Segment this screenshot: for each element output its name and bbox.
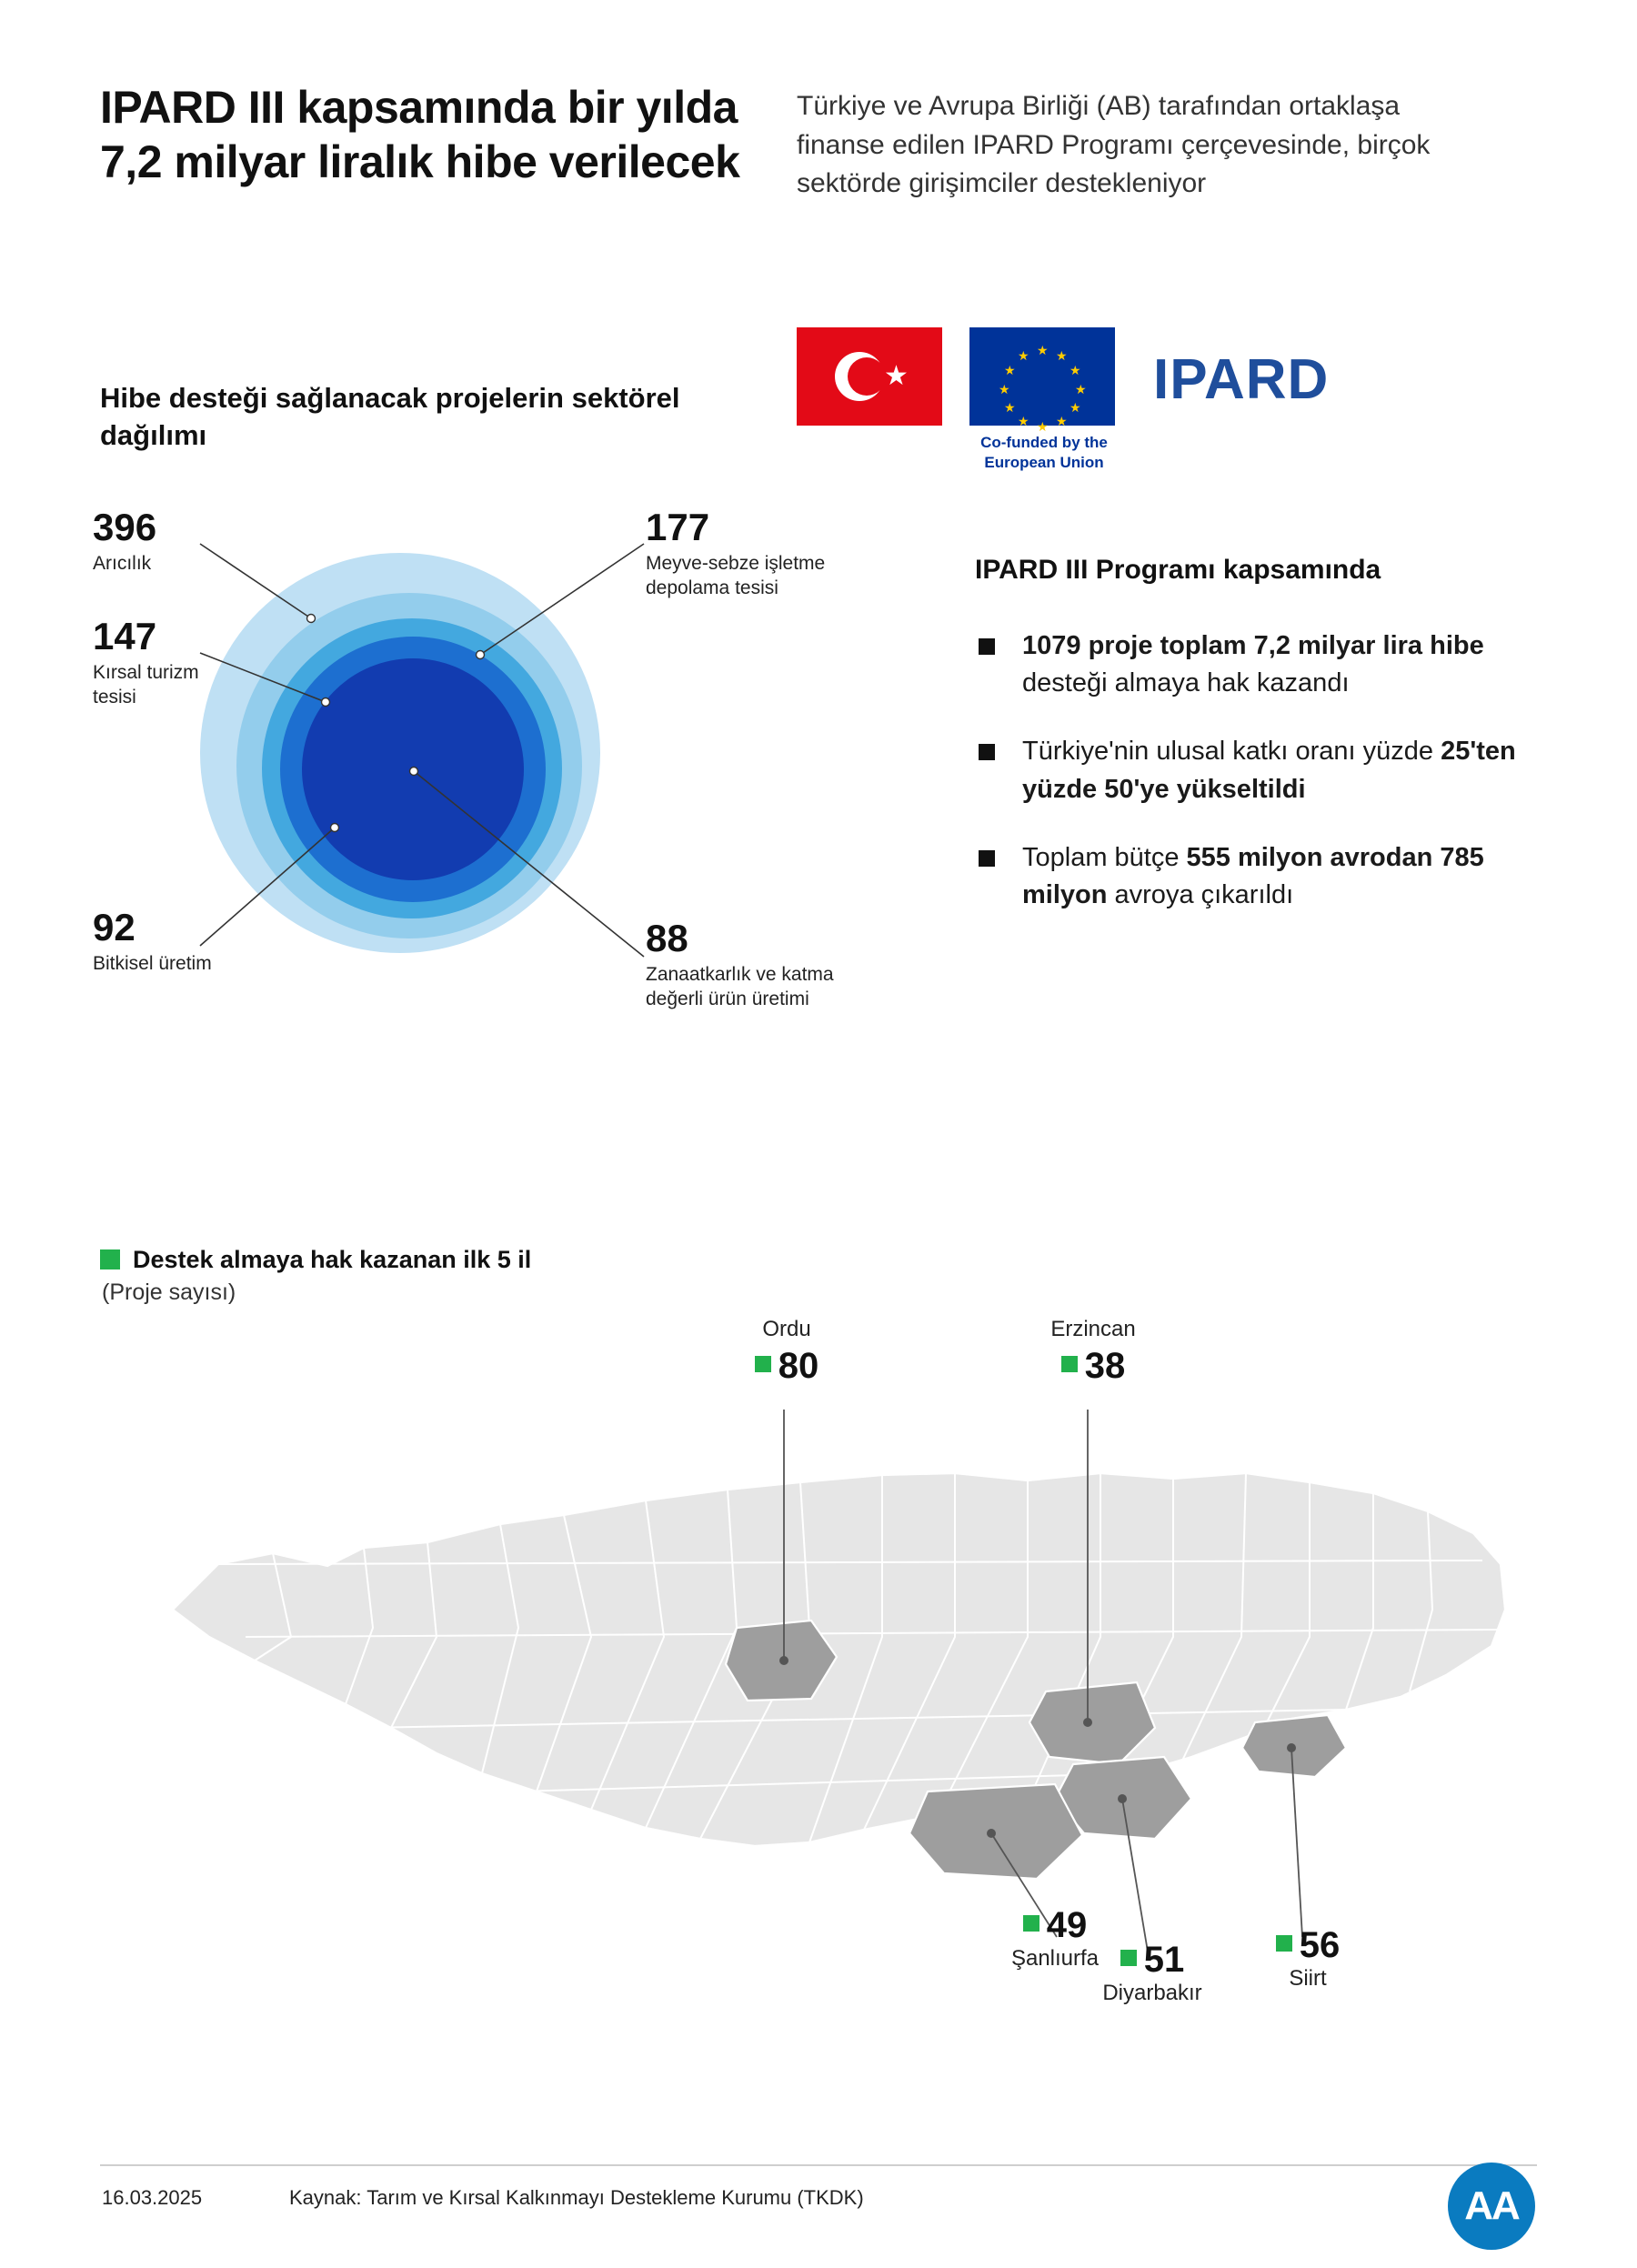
map-marker-icon: [1276, 1935, 1292, 1952]
bullet-square-icon: [979, 850, 995, 867]
bubble-value: 147: [93, 615, 157, 657]
bubble-value: 396: [93, 506, 157, 548]
cofunded-label: Co-funded by the European Union: [980, 434, 1108, 472]
map-city-value: 56: [1299, 1925, 1341, 1965]
map-city-name: Siirt: [1289, 1966, 1327, 1991]
legend-title: Destek almaya hak kazanan ilk 5 il: [133, 1246, 532, 1273]
bubble-label-kirsal-turizm: [93, 617, 247, 710]
bullet-strong: 1079 proje toplam 7,2 milyar lira hibe: [1022, 631, 1484, 660]
logo-block: [797, 327, 1470, 491]
map-legend: [100, 1246, 919, 1306]
bullet-square-icon: [979, 638, 995, 655]
bubble-value: 88: [646, 917, 688, 959]
bullet-strong: 25'ten yüzde 50'ye yükseltildi: [1022, 737, 1516, 804]
bubble-label-bitkisel-uretim: [93, 908, 247, 976]
european-union-flag-icon: ★ ★ ★ ★ ★ ★ ★ ★ ★ ★ ★ ★: [969, 327, 1115, 426]
bubble-caption: Zanaatkarlık ve katma değerli ürün üretimi: [646, 964, 834, 1010]
bubble-value: 92: [93, 906, 136, 948]
map-city-value: 49: [1046, 1905, 1088, 1945]
province-sanliurfa: [909, 1784, 1082, 1879]
bullet-item: [975, 839, 1557, 914]
anadolu-agency-logo: AA: [1448, 2163, 1535, 2250]
bubble-caption: Meyve-sebze işletme depolama tesisi: [646, 553, 826, 599]
turkey-map: [136, 1317, 1537, 2082]
ipard-logo-text: IPARD: [1153, 348, 1330, 411]
page-subtitle: Türkiye ve Avrupa Birliği (AB) tarafından ortaklaşa finanse edilen IPARD Programı çerçevesinde, birçok sektörde girişimciler destekleniyor: [797, 91, 1431, 199]
bullet-pre: Toplam bütçe: [1022, 842, 1187, 872]
map-label-sanliurfa: [955, 1906, 1155, 1972]
footer-divider: [100, 2164, 1537, 2166]
bullet-strong: 555 milyon avrodan 785 milyon: [1022, 842, 1484, 909]
bubble-chart: [93, 506, 937, 1164]
bubble-caption: Arıcılık: [93, 553, 152, 575]
sector-section-title: Hibe desteği sağlanacak projelerin sektörel dağılımı: [100, 382, 680, 451]
map-label-ordu: [700, 1317, 873, 1385]
legend-subtitle: (Proje sayısı): [102, 1280, 236, 1305]
footer-source: Kaynak: Tarım ve Kırsal Kalkınmayı Destekleme Kurumu (TKDK): [289, 2186, 864, 2209]
map-city-name: Şanlıurfa: [1010, 1946, 1100, 1971]
map-marker-icon: [1061, 1356, 1078, 1372]
map-city-value: 38: [1084, 1345, 1126, 1386]
bullet-pre: Türkiye'nin ulusal katkı oranı yüzde: [1022, 737, 1441, 767]
bullet-item: [975, 627, 1557, 702]
right-panel-title: IPARD III Programı kapsamında: [975, 555, 1381, 585]
bullet-post: desteği almaya hak kazandı: [1022, 668, 1350, 698]
bubble-value: 177: [646, 506, 710, 548]
bubble-label-meyve-sebze: [646, 507, 855, 601]
bullet-item: [975, 733, 1557, 808]
leader-lines: [100, 506, 937, 1164]
bullet-square-icon: [979, 744, 995, 760]
map-city-name: Erzincan: [1050, 1317, 1136, 1341]
bubble-label-zanaatkarlik: [646, 918, 855, 1012]
right-panel-bullets: [975, 627, 1557, 945]
map-label-erzincan: [1002, 1317, 1184, 1385]
page-title: IPARD III kapsamında bir yılda 7,2 milyar liralık hibe verilecek: [100, 82, 740, 187]
legend-color-swatch: [100, 1249, 120, 1269]
map-city-value: 51: [1143, 1940, 1185, 1980]
map-city-value: 80: [778, 1345, 819, 1386]
turkey-map-svg: [136, 1337, 1537, 2028]
turkey-flag-icon: ★: [797, 327, 942, 426]
bullet-post: avroya çıkarıldı: [1107, 879, 1294, 909]
bubble-label-aricilik: [93, 507, 275, 576]
bubble-caption: Kırsal turizm tesisi: [93, 662, 199, 708]
bubble-caption: Bitkisel üretim: [93, 953, 212, 975]
map-city-name: Diyarbakır: [1102, 1981, 1202, 2005]
map-marker-icon: [755, 1356, 771, 1372]
map-city-name: Ordu: [762, 1317, 811, 1341]
footer-date: 16.03.2025: [102, 2186, 203, 2209]
map-marker-icon: [1023, 1915, 1039, 1932]
